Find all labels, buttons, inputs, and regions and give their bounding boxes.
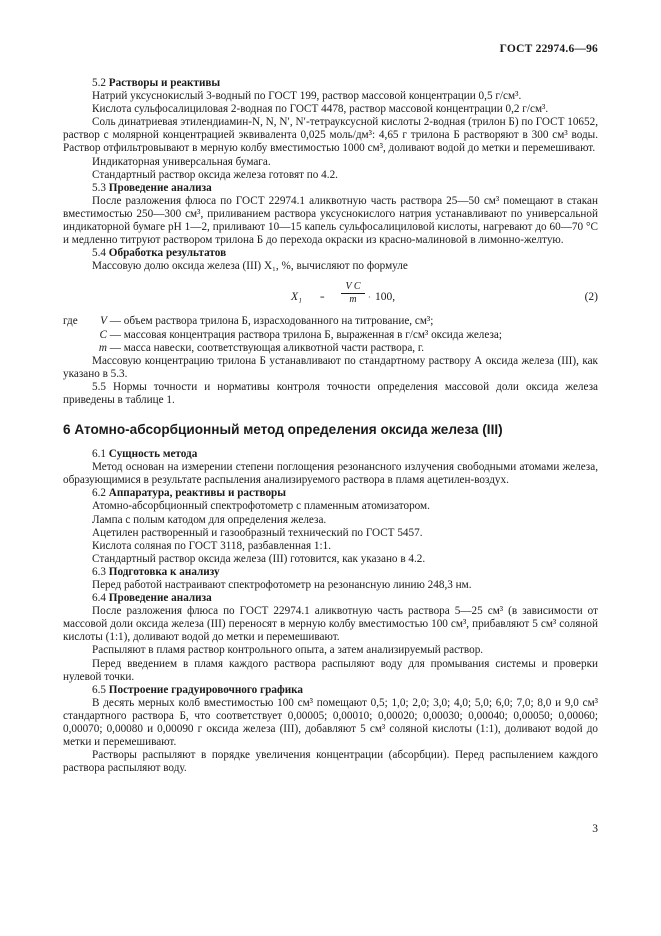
formula-number: (2) <box>584 291 598 304</box>
paragraph: После разложения флюса по ГОСТ 22974.1 аликвотную часть раствора 5—25 см³ (в зависимости от массовой доли оксида железа (III) переносят в мерную колбу вместимостью 100 см³, прибавляют 5 см³ соляной кислоты (1:1), доливают водой до метки и перемешивают. <box>63 605 598 644</box>
subsection-title: Построение градуировочного графика <box>108 683 304 696</box>
paragraph: Распыляют в пламя раствор контрольного опыта, а затем анализируемый раствор. <box>92 644 484 657</box>
formula-equals: = <box>320 293 325 303</box>
subsection-heading <box>63 182 598 195</box>
subsection-title: Обработка результатов <box>108 247 227 260</box>
paragraph: Стандартный раствор оксида железа (III) готовится, как указано в 4.2. <box>92 552 426 565</box>
paragraph: Стандартный раствор оксида железа готовят по 4.2. <box>92 168 338 181</box>
subsection-number: 5.2 <box>92 77 106 89</box>
subsection-title: Растворы и реактивы <box>108 77 221 89</box>
definition-symbol: C <box>99 328 107 341</box>
paragraph: Кислота сульфосалициловая 2-водная по ГОСТ 4478, раствор массовой концентрации 0,2 г/см³. <box>92 103 549 116</box>
formula-fraction <box>341 281 365 306</box>
subsection-title: Подготовка к анализу <box>108 565 220 578</box>
definition-lead: где <box>63 315 78 328</box>
subsection-heading <box>63 77 598 90</box>
definition-row <box>63 342 598 355</box>
definition-text: — объем раствора трилона Б, израсходованного на титрование, см³; <box>109 315 434 328</box>
formula <box>63 277 598 315</box>
paragraph: Перед работой настраивают спектрофотометр на резонансную линию 248,3 нм. <box>92 579 472 591</box>
subsection-heading <box>63 592 598 605</box>
formula-lhs: X₁ <box>291 291 303 304</box>
formula-multiplier: 100, <box>375 291 396 304</box>
paragraph: Массовую долю оксида железа (III) X₁, %, вычисляют по формуле <box>92 260 408 273</box>
section-title: 6 Атомно-абсорбционный метод определения оксида железа (III) <box>63 422 503 438</box>
definition-symbol: V <box>100 315 107 328</box>
subsection-number: 6.2 <box>92 487 106 500</box>
page-number: 3 <box>592 823 598 835</box>
subsection-heading <box>63 247 598 260</box>
subsection-title: Проведение анализа <box>108 181 212 194</box>
page-content <box>63 77 598 775</box>
formula-denominator: m <box>349 294 357 306</box>
paragraph: Соль динатриевая этилендиамин-N, N, N′, N′-тетрауксусной кислоты 2-водная (трилон Б) по ГОСТ 10652, раствор с молярной концентрацией эквивалента 0,025 моль/дм³: 4,65 г трилона Б растворяют в 300 см³ воды. Раствор отфильтровывают в мерную колбу вместимостью 1000 см³, доливают водой до метки и перемешивают. <box>63 116 598 155</box>
subsection-heading <box>63 487 598 500</box>
subsection-number: 6.5 <box>92 683 106 696</box>
paragraph: После разложения флюса по ГОСТ 22974.1 аликвотную часть раствора 25—50 см³ помещают в стакан вместимостью 250—300 см³, приливанием раствора уксуснокислого натрия устанавливают по универсальной индикаторной бумаге pH 1—2, приливают 10—15 капель сульфосалициловой кислоты, нагревают до 60—70 °С и медленно титруют раствором трилона Б до перехода окраски из красно-малиновой в лимонно-желтую. <box>63 194 598 247</box>
paragraph: 5.5 Нормы точности и нормативы контроля точности определения массовой доли оксида железа приведены в таблице 1. <box>63 380 598 406</box>
subsection-title: Проведение анализа <box>108 592 212 605</box>
formula-dot: · <box>368 293 371 303</box>
definition-row <box>63 315 598 328</box>
formula-numerator: V C <box>341 281 365 294</box>
definition-text: — массовая концентрация раствора трилона Б, выраженная в г/см³ оксида железа; <box>109 328 502 341</box>
subsection-heading <box>63 448 598 461</box>
subsection-title: Аппаратура, реактивы и растворы <box>108 487 286 500</box>
paragraph: Перед введением в пламя каждого раствора распыляют воду для промывания системы и проверки нулевой точки. <box>63 657 598 683</box>
document-header: ГОСТ 22974.6—96 <box>499 43 598 55</box>
subsection-heading <box>63 566 598 579</box>
definition-row <box>63 329 598 342</box>
paragraph: Растворы распыляют в порядке увеличения концентрации (абсорбции). Перед распылением каждого раствора распыляют воду. <box>63 749 598 775</box>
subsection-heading <box>63 684 598 697</box>
subsection-number: 6.3 <box>92 565 106 578</box>
paragraph: Лампа с полым катодом для определения железа. <box>92 513 327 526</box>
paragraph: Ацетилен растворенный и газообразный технический по ГОСТ 5457. <box>92 526 423 539</box>
subsection-number: 6.1 <box>92 448 106 461</box>
definition-text: — масса навески, соответствующая аликвотной части раствора, г. <box>109 341 425 354</box>
paragraph: Кислота соляная по ГОСТ 3118, разбавленная 1:1. <box>92 539 331 552</box>
subsection-number: 6.4 <box>92 592 106 605</box>
paragraph: Массовую концентрацию трилона Б устанавливают по стандартному раствору А оксида железа (III), как указано в 5.3. <box>63 354 598 380</box>
paragraph: Метод основан на измерении степени поглощения резонансного излучения свободными атомами железа, образующимися в результате распыления анализируемого раствора в пламя ацетилен-воздух. <box>63 461 598 487</box>
subsection-number: 5.4 <box>92 247 106 260</box>
paragraph: Атомно-абсорбционный спектрофотометр с пламенным атомизатором. <box>92 500 430 513</box>
paragraph: В десять мерных колб вместимостью 100 см³ помещают 0,5; 1,0; 2,0; 3,0; 4,0; 5,0; 6,0; 7,0; 8,0 и 9,0 см³ стандартного раствора Б, что соответствует 0,00005; 0,00010; 0,00020; 0,00030; 0,00040; 0,00050; 0,00060; 0,00070; 0,00080 и 0,00090 г оксида железа (III), добавляют 5 см³ соляной кислоты (1:1), доливают водой до метки и перемешивают. <box>63 696 598 749</box>
paragraph: Индикаторная универсальная бумага. <box>92 155 271 168</box>
subsection-number: 5.3 <box>92 181 106 194</box>
definition-symbol: m <box>98 341 107 354</box>
subsection-title: Сущность метода <box>108 448 198 461</box>
paragraph: Натрий уксуснокислый 3-водный по ГОСТ 199, раствор массовой концентрации 0,5 г/см³. <box>92 90 522 103</box>
